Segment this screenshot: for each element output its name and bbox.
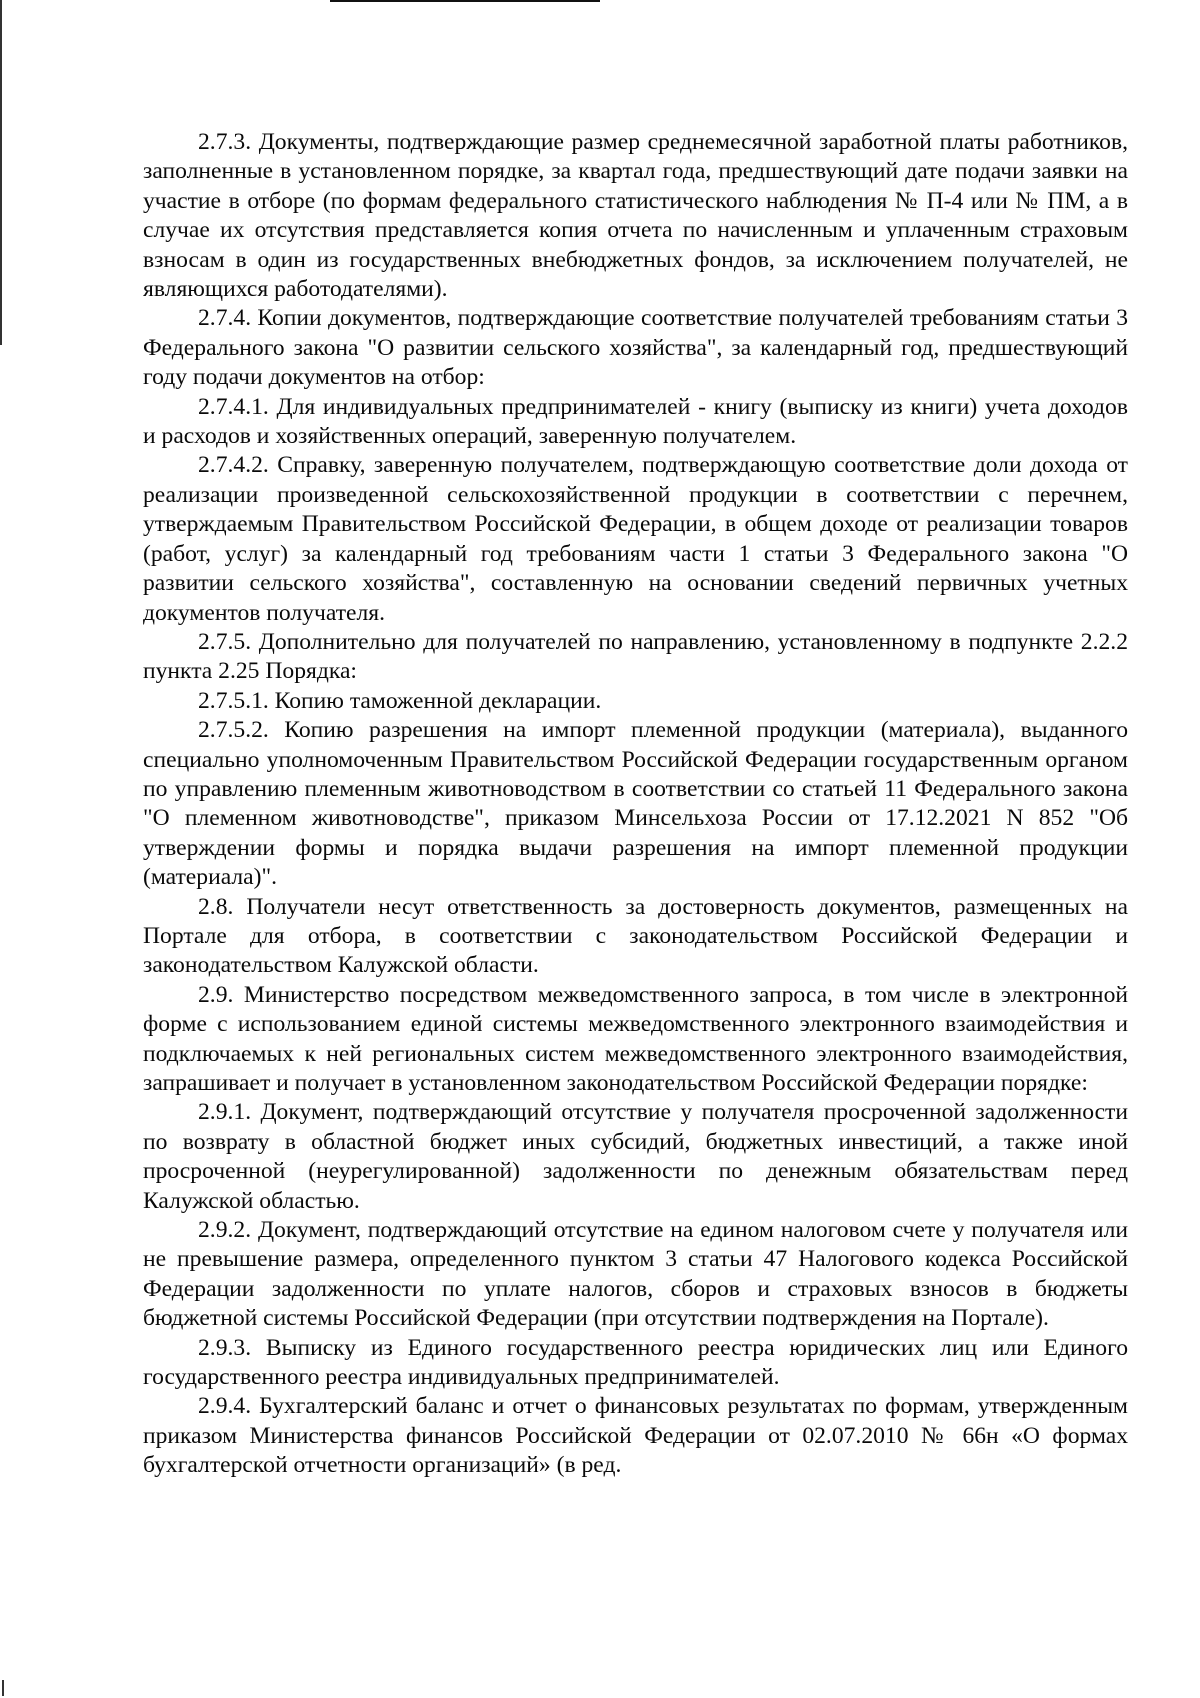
- paragraph-2-7-3: 2.7.3. Документы, подтверждающие размер среднемесячной заработной платы работников, заполненные в установленном порядке, за квартал года, предшествующий дате подачи заявки на участие в отборе (по формам федерального статистического наблюдения № П-4 или № ПМ, а в случае их отсутствия представляется копия отчета по начисленным и уплаченным страховым взносам в один из государственных внебюджетных фондов, за исключением получателей, не являющихся работодателями).: [143, 129, 1128, 303]
- paragraph-2-7-5: 2.7.5. Дополнительно для получателей по направлению, установленному в подпункте 2.2.2 пункта 2.25 Порядка:: [143, 628, 1128, 685]
- document-body: [143, 128, 1128, 1481]
- paragraph-2-7-4: 2.7.4. Копии документов, подтверждающие соответствие получателей требованиям статьи 3 Федерального закона "О развитии сельского хозяйства", за календарный год, предшествующий году подачи документов на отбор:: [143, 305, 1128, 391]
- scan-edge-mark: [0, 200, 2, 214]
- paragraph-2-9-2: 2.9.2. Документ, подтверждающий отсутствие на едином налоговом счете у получателя или не превышение размера, определенного пунктом 3 статьи 47 Налогового кодекса Российской Федерации задолженности по уплате налогов, сборов и страховых взносов в бюджеты бюджетной системы Российской Федерации (при отсутствии подтверждения на Портале).: [143, 1217, 1128, 1332]
- scan-bottom-mark: [2, 1680, 4, 1696]
- paragraph-2-7-5-1: 2.7.5.1. Копию таможенной декларации.: [198, 687, 602, 714]
- scan-edge-mark: [0, 150, 2, 164]
- paragraph-2-8: 2.8. Получатели несут ответственность за достоверность документов, размещенных на Портале для отбора, в соответствии с законодательством Российской Федерации и законодательством Калужской области.: [143, 893, 1128, 979]
- top-rule: [330, 0, 600, 2]
- scan-left-edge: [0, 0, 2, 345]
- paragraph-2-7-4-1: 2.7.4.1. Для индивидуальных предпринимателей - книгу (выписку из книги) учета доходов и расходов и хозяйственных операций, заверенную получателем.: [143, 393, 1128, 450]
- paragraph-2-9-4: 2.9.4. Бухгалтерский баланс и отчет о финансовых результатах по формам, утвержденным приказом Министерства финансов Российской Федерации от 02.07.2010 № 66н «О формах бухгалтерской отчетности организаций» (в ред.: [143, 1393, 1128, 1479]
- paragraph-2-7-4-2: 2.7.4.2. Справку, заверенную получателем, подтверждающую соответствие доли дохода от реализации произведенной сельскохозяйственной продукции в соответствии с перечнем, утверждаемым Правительством Российской Федерации, в общем доходе от реализации товаров (работ, услуг) за календарный год требованиям части 1 статьи 3 Федерального закона "О развитии сельского хозяйства", составленную на основании сведений первичных учетных документов получателя.: [143, 452, 1128, 626]
- paragraph-2-9-3: 2.9.3. Выписку из Единого государственного реестра юридических лиц или Единого государственного реестра индивидуальных предпринимателей.: [143, 1334, 1128, 1391]
- paragraph-2-9-1: 2.9.1. Документ, подтверждающий отсутствие у получателя просроченной задолженности по возврату в областной бюджет иных субсидий, бюджетных инвестиций, а также иной просроченной (неурегулированной) задолженности по денежным обязательствам перед Калужской областью.: [143, 1099, 1128, 1214]
- paragraph-2-9: 2.9. Министерство посредством межведомственного запроса, в том числе в электронной форме с использованием единой системы межведомственного электронного взаимодействия и подключаемых к ней региональных систем межведомственного электронного взаимодействия, запрашивает и получает в установленном законодательством Российской Федерации порядке:: [143, 981, 1128, 1096]
- paragraph-2-7-5-2: 2.7.5.2. Копию разрешения на импорт племенной продукции (материала), выданного специально уполномоченным Правительством Российской Федерации государственным органом по управлению племенным животноводством в соответствии со статьей 11 Федерального закона "О племенном животноводстве", приказом Минсельхоза России от 17.12.2021 N 852 "Об утверждении формы и порядка выдачи разрешения на импорт племенной продукции (материала)".: [143, 717, 1128, 891]
